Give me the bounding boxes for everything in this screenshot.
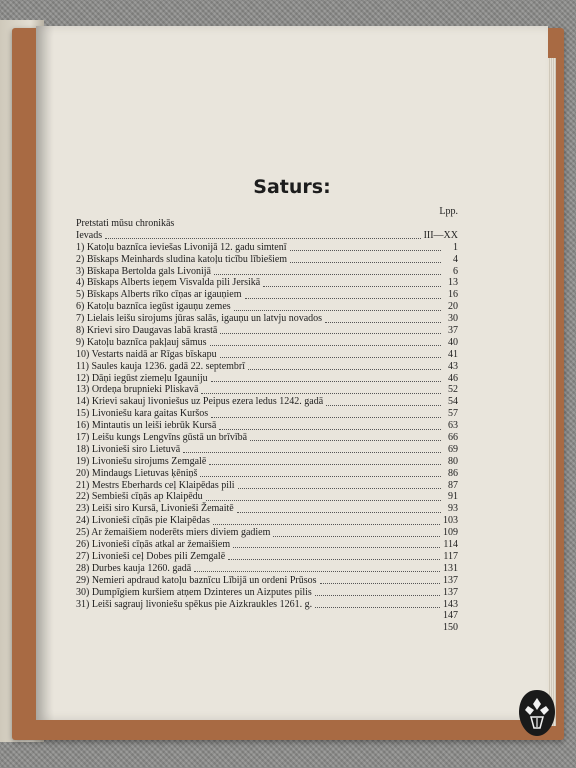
toc-entry — [76, 277, 458, 289]
toc-entry-title: 30) Dumpīgiem kuršiem atņem Dzinteres un Aizputes pilis — [76, 586, 312, 598]
toc-entry — [76, 599, 458, 611]
toc-entry-title: 6) Katoļu baznīca iegūst igauņu zemes — [76, 301, 231, 313]
toc-entry — [76, 468, 458, 480]
toc-entry — [76, 242, 458, 254]
toc-entry — [76, 349, 458, 361]
dot-leader — [220, 325, 441, 334]
toc-entry — [76, 289, 458, 301]
toc-entry — [76, 408, 458, 420]
toc-entry-title: 27) Livonieši ceļ Dobes pili Zemgalē — [76, 550, 226, 562]
dot-leader — [315, 587, 440, 596]
toc-entry — [76, 337, 458, 349]
toc-entry-page: 37 — [448, 325, 458, 337]
toc-entry — [76, 551, 458, 563]
toc-entry-page: 137 — [443, 574, 458, 586]
toc-entry — [76, 373, 458, 385]
dot-leader — [250, 432, 441, 441]
toc-entry-page: 40 — [448, 336, 458, 348]
gutter-shadow — [36, 26, 54, 720]
toc-entry-page: 114 — [443, 539, 458, 551]
table-of-contents — [76, 206, 458, 634]
toc-entry-title: 25) Ar žemaišiem noderēts miers diviem gadiem — [76, 527, 271, 539]
toc-entry — [76, 384, 458, 396]
dot-leader — [233, 539, 440, 548]
dot-leader — [290, 242, 442, 251]
toc-entry-page: 109 — [443, 527, 458, 539]
toc-entry — [76, 563, 458, 575]
dot-leader — [263, 278, 441, 287]
toc-entry-title: 28) Durbes kauja 1260. gadā — [76, 562, 192, 574]
dot-leader — [211, 409, 441, 418]
page-title: Saturs: — [253, 176, 331, 198]
dot-leader — [214, 266, 441, 275]
toc-entry-title: 24) Livonieši cīņās pie Klaipēdas — [76, 515, 210, 527]
toc-entry — [76, 313, 458, 325]
toc-entry-title: 14) Krievi sakauj livoniešus uz Peipus ezera ledus 1242. gadā — [76, 396, 324, 408]
toc-extra-page-row — [76, 610, 458, 622]
spacer — [79, 611, 440, 619]
toc-entry-page: 16 — [448, 289, 458, 301]
dot-leader — [315, 599, 440, 608]
toc-entry — [76, 361, 458, 373]
toc-entry-page: 20 — [448, 301, 458, 313]
toc-entry — [76, 480, 458, 492]
toc-entry — [76, 396, 458, 408]
dot-leader — [206, 492, 441, 501]
dot-leader — [325, 314, 441, 323]
toc-entry — [76, 266, 458, 278]
toc-entry — [76, 432, 458, 444]
toc-entry-page: 117 — [443, 550, 458, 562]
toc-entry-page: 13 — [448, 277, 458, 289]
toc-entry-title: 3) Bīskapa Bertolda gals Livonijā — [76, 265, 211, 277]
toc-entry-title: Ievads — [76, 229, 103, 241]
toc-entry — [76, 515, 458, 527]
toc-entry-title: 8) Krievi siro Daugavas labā krastā — [76, 325, 218, 337]
toc-entry-title: 15) Livoniešu kara gaitas Kuršos — [76, 408, 209, 420]
toc-entry — [76, 420, 458, 432]
toc-entry-page: 143 — [443, 598, 458, 610]
toc-entry-title: 16) Mintautis un leiši iebrūk Kursā — [76, 420, 217, 432]
toc-extra-page: 147 — [443, 610, 458, 622]
toc-entry-title: 11) Saules kauja 1236. gadā 22. septembrī — [76, 360, 246, 372]
toc-entry-page: 1 — [453, 241, 458, 253]
toc-entry-page: 91 — [448, 491, 458, 503]
dot-leader — [194, 563, 440, 572]
toc-entry-page: 66 — [448, 432, 458, 444]
toc-entry-title: 19) Livoniešu sirojums Zemgalē — [76, 455, 207, 467]
toc-entry-title: 2) Bīskaps Meinhards sludina katoļu ticību lībiešiem — [76, 253, 288, 265]
toc-entry-title: 1) Katoļu baznīca ieviešas Livonijā 12. gadu simtenī — [76, 241, 287, 253]
toc-entry-page: 6 — [453, 265, 458, 277]
toc-entry-page: 137 — [443, 586, 458, 598]
dot-leader — [248, 361, 441, 370]
toc-entry — [76, 325, 458, 337]
toc-entry-page: 87 — [448, 479, 458, 491]
book-page — [36, 26, 548, 720]
leaf-lamp-logo-icon — [517, 688, 557, 738]
toc-entry-title: 13) Ordeņa brupnieki Pliskavā — [76, 384, 199, 396]
toc-entry-title: 4) Bīskaps Alberts ieņem Visvalda pili Jersikā — [76, 277, 261, 289]
toc-entry — [76, 527, 458, 539]
dot-leader — [234, 302, 441, 311]
toc-entry — [76, 218, 458, 230]
toc-entry — [76, 575, 458, 587]
toc-extra-page: 150 — [443, 622, 458, 634]
dot-leader — [238, 480, 441, 489]
toc-entry-page: 86 — [448, 467, 458, 479]
dot-leader — [105, 230, 420, 239]
dot-leader — [273, 528, 440, 537]
toc-entry-page: 69 — [448, 443, 458, 455]
toc-entry-title: 18) Livonieši siro Lietuvā — [76, 443, 181, 455]
toc-entry — [76, 539, 458, 551]
toc-entry-title: 5) Bīskaps Alberts rīko cīņas ar igauņiem — [76, 289, 242, 301]
toc-entry-page: 63 — [448, 420, 458, 432]
dot-leader — [237, 504, 441, 513]
toc-entry-page: 54 — [448, 396, 458, 408]
toc-entry-title: 9) Katoļu baznīca pakļauj sāmus — [76, 336, 207, 348]
toc-entry-title: 31) Leiši sagrauj livoniešu spēkus pie Aizkraukles 1261. g. — [76, 598, 313, 610]
toc-entry-title: 17) Leišu kungs Lengvīns gūstā un brīvībā — [76, 432, 248, 444]
toc-entry — [76, 301, 458, 313]
toc-entry-page: 30 — [448, 313, 458, 325]
toc-entry-page: 93 — [448, 503, 458, 515]
toc-entry-page: 52 — [448, 384, 458, 396]
spacer — [79, 623, 440, 631]
dot-leader — [228, 551, 440, 560]
dot-leader — [213, 516, 440, 525]
toc-entry-page: 103 — [443, 515, 458, 527]
toc-entry-title: 29) Nemieri apdraud katoļu baznīcu Lībijā un ordeni Prūsos — [76, 574, 317, 586]
toc-entry-title: Pretstati mūsu chronikās — [76, 218, 175, 229]
toc-entry — [76, 230, 458, 242]
dot-leader — [220, 349, 441, 358]
toc-entry — [76, 456, 458, 468]
toc-entry-page: 43 — [448, 360, 458, 372]
dot-leader — [245, 290, 441, 299]
toc-entry-title: 10) Vestarts naidā ar Rīgas bīskapu — [76, 348, 217, 360]
toc-entry-title: 20) Mindaugs Lietuvas ķēniņš — [76, 467, 198, 479]
toc-entry-page: 57 — [448, 408, 458, 420]
toc-entry-title: 22) Sembieši cīņās ap Klaipēdu — [76, 491, 203, 503]
toc-entry — [76, 444, 458, 456]
dot-leader — [219, 421, 441, 430]
toc-entry-title: 21) Mestrs Eberhards ceļ Klaipēdas pili — [76, 479, 235, 491]
dot-leader — [210, 337, 441, 346]
toc-entry-title: 26) Livonieši cīņās atkal ar žemaišiem — [76, 539, 231, 551]
toc-entry-page: III—XX — [423, 229, 458, 241]
toc-entry — [76, 254, 458, 266]
toc-entry-page: 41 — [448, 348, 458, 360]
dot-leader — [209, 456, 441, 465]
dot-leader — [320, 575, 441, 584]
dot-leader — [290, 254, 441, 263]
toc-entry — [76, 587, 458, 599]
toc-entry-title: 7) Lielais leišu sirojums jūras salās, igauņu un latvju novados — [76, 313, 323, 325]
dot-leader — [183, 444, 441, 453]
toc-entry-page: 4 — [453, 253, 458, 265]
toc-extra-page-row — [76, 622, 458, 634]
page-column-header: Lpp. — [439, 206, 458, 217]
toc-entry-page: 131 — [443, 562, 458, 574]
toc-entry-page: 46 — [448, 372, 458, 384]
toc-entry — [76, 491, 458, 503]
toc-entry-title: 12) Dāņi iegūst ziemeļu Igauniju — [76, 372, 208, 384]
toc-entry-page: 80 — [448, 455, 458, 467]
dot-leader — [326, 397, 441, 406]
dot-leader — [200, 468, 441, 477]
toc-entry-title: 23) Leiši siro Kursā, Livonieši Žemaitē — [76, 503, 234, 515]
dot-leader — [201, 385, 441, 394]
toc-entry — [76, 503, 458, 515]
dot-leader — [211, 373, 441, 382]
